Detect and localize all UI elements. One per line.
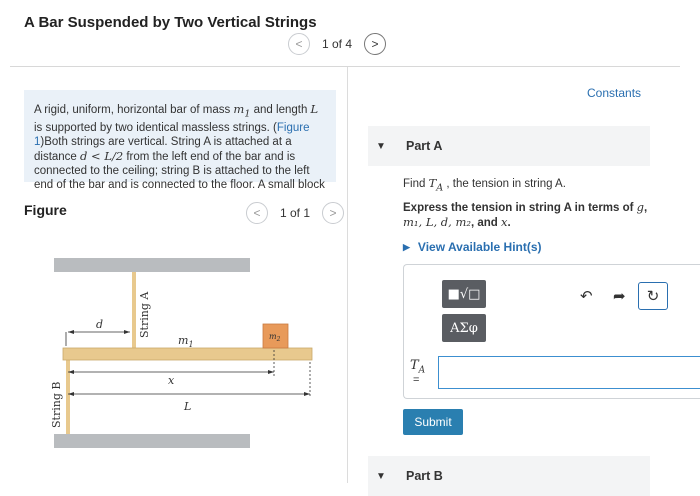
d-label: d [96,318,104,331]
question-text: Find $T_A$ , the tension in string A. [403,176,566,194]
problem-pager [288,33,386,55]
part-b-label: Part B [406,469,443,483]
part-b-header[interactable] [368,456,650,496]
prev-figure-button[interactable]: < [246,202,268,224]
L-label: L [184,400,192,413]
reset-button[interactable] [638,282,668,310]
string-b [66,360,70,434]
redo-icon[interactable]: ➦ [613,288,626,305]
page-title: A Bar Suspended by Two Vertical Strings [24,14,317,31]
hints-label: View Available Hint(s) [417,240,542,254]
reset-icon: ↻ [646,288,660,305]
part-a-header[interactable] [368,126,650,166]
answer-input[interactable] [438,356,700,389]
part-b-collapse-icon: ▼ [376,470,386,482]
bar-diagram [38,250,328,460]
view-hints-link[interactable] [403,240,542,254]
answer-instructions: Express the tension in string A in terms of g, m₁, L, d, m₂, and x. [403,200,648,229]
symbols-button[interactable]: ΑΣφ [442,314,486,342]
undo-icon[interactable]: ↶ [580,288,593,305]
floor [54,434,250,448]
string-b-label: String B [50,381,63,428]
expand-triangle-icon: ▶ [403,241,410,252]
string-a-label: String A [138,291,151,338]
ceiling [54,258,250,272]
templates-button[interactable]: ■√□ [442,280,486,308]
next-problem-button[interactable]: > [364,33,386,55]
part-a-collapse-icon: ▼ [376,140,386,152]
figure-link[interactable]: Figure [276,122,310,135]
constants-link[interactable]: Constants [587,86,642,100]
prev-problem-button[interactable]: < [288,33,310,55]
equals-sign: = [413,374,420,386]
problem-count: 1 of 4 [322,37,353,51]
string-a [132,272,136,350]
figure-pager [246,202,344,224]
m1-label: $m_1$ [178,334,194,349]
column-divider [347,67,348,483]
figure-count: 1 of 1 [280,206,311,220]
part-a-label: Part A [406,139,443,153]
submit-button[interactable]: Submit [403,409,463,435]
header-divider [10,66,680,67]
answer-variable: $T_A$ [410,358,426,376]
m2-label: $m_2$ [269,332,281,343]
bar [63,348,312,360]
figure-heading: Figure [24,202,67,218]
next-figure-button[interactable]: > [322,202,344,224]
x-label: x [168,374,175,387]
problem-statement: A rigid, uniform, horizontal bar of mass $m_1$ and length L is supported by two identical massless strings. (Figure 1)Both strings are vertical. String A is attached at a distance d < L/2 from the left end of the bar and is connected to the ceiling; string B is attached to the left end of the bar and is connected to the floor. A small block [24,90,336,182]
